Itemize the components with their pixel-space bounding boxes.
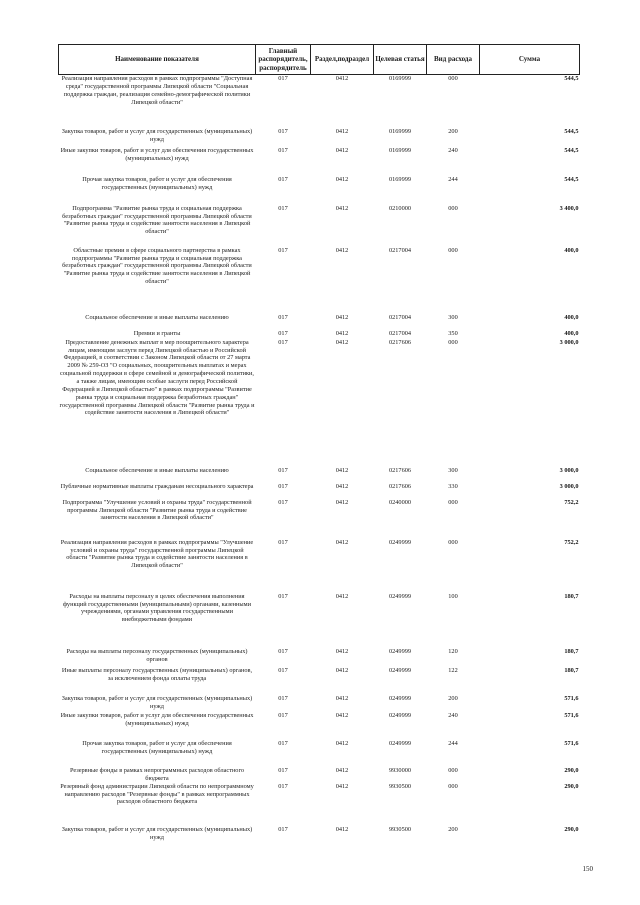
cell-sum: 180,7 — [564, 647, 579, 655]
cell-target: 0169999 — [388, 127, 412, 135]
cell-name: Реализация направления расходов в рамках подпрограммы "Улучшение условий и охраны труда" государственной программы Липецкой области "Развитие рынка труда и содействие занятости населения в Липецкой области" — [60, 538, 254, 570]
cell-name: Подпрограмма "Развитие рынка труда и социальная поддержка безработных граждан" государственной программы Липецкой области "Развитие рынка труда и содействие занятости населения в Липецкой области" — [62, 204, 252, 236]
cell-admin: 017 — [278, 146, 288, 154]
cell-target: 0169999 — [388, 75, 412, 83]
cell-expense: 000 — [448, 538, 458, 546]
cell-expense: 300 — [448, 466, 458, 474]
cell-expense: 200 — [448, 694, 458, 702]
cell-target: 0249999 — [388, 592, 412, 600]
cell-admin: 017 — [278, 666, 288, 674]
cell-expense: 122 — [448, 666, 458, 674]
cell-sum: 752,2 — [564, 498, 579, 506]
cell-name: Областные премии в сфере социального партнерства в рамках подпрограммы "Развитие рынка труда и социальная поддержка безработных граждан" государственной программы Липецкой области "Развитие рынка труда и содействие занятости населения в Липецкой области" — [62, 246, 252, 286]
cell-target: 0217004 — [388, 246, 412, 254]
cell-section: 0412 — [335, 782, 349, 790]
table-row — [59, 147, 580, 176]
cell-name: Закупка товаров, работ и услуг для государственных (муниципальных) нужд — [61, 694, 253, 710]
cell-name: Закупка товаров, работ и услуг для государственных (муниципальных) нужд — [61, 825, 253, 841]
cell-name: Прочая закупка товаров, работ и услуг для обеспечения государственных (муниципальных) нужд — [82, 739, 232, 755]
table-header — [59, 45, 580, 75]
table-row — [59, 667, 580, 695]
cell-section: 0412 — [335, 466, 349, 474]
cell-name: Подпрограмма "Улучшение условий и охраны труда" государственной программы Липецкой области "Развитие рынка труда и содействие занятости населения в Липецкой области" — [62, 498, 252, 522]
cell-target: 0249999 — [388, 647, 412, 655]
cell-target: 9930500 — [388, 825, 412, 833]
cell-sum: 400,0 — [564, 329, 579, 337]
cell-section: 0412 — [335, 739, 349, 747]
cell-name: Иные выплаты персоналу государственных (муниципальных) органов, за исключением фонда оплаты труда — [61, 666, 253, 682]
table-body — [59, 75, 580, 848]
table-row — [59, 247, 580, 314]
cell-expense: 240 — [448, 146, 458, 154]
cell-section: 0412 — [335, 175, 349, 183]
table-row — [59, 695, 580, 712]
cell-name: Иные закупки товаров, работ и услуг для обеспечения государственных (муниципальных) нужд — [60, 711, 254, 727]
cell-admin: 017 — [278, 329, 288, 337]
cell-admin: 017 — [278, 711, 288, 719]
cell-name: Закупка товаров, работ и услуг для государственных (муниципальных) нужд — [61, 127, 253, 143]
table-row — [59, 483, 580, 499]
cell-section: 0412 — [335, 538, 349, 546]
table-row — [59, 767, 580, 783]
cell-admin: 017 — [278, 825, 288, 833]
cell-target: 9930000 — [388, 766, 412, 774]
cell-target: 0249999 — [388, 694, 412, 702]
cell-admin: 017 — [278, 175, 288, 183]
cell-admin: 017 — [278, 694, 288, 702]
cell-sum: 544,5 — [564, 146, 579, 154]
cell-expense: 000 — [448, 75, 458, 83]
cell-expense: 000 — [448, 338, 458, 346]
cell-expense: 350 — [448, 329, 458, 337]
table-row — [59, 176, 580, 205]
cell-expense: 244 — [448, 175, 458, 183]
cell-admin: 017 — [278, 127, 288, 135]
header-target: Целевая статья — [374, 45, 427, 75]
table-row — [59, 539, 580, 593]
cell-sum: 544,5 — [564, 175, 579, 183]
cell-admin: 017 — [278, 313, 288, 321]
cell-admin: 017 — [278, 739, 288, 747]
cell-sum: 752,2 — [564, 538, 579, 546]
cell-target: 0169999 — [388, 146, 412, 154]
cell-sum: 571,6 — [564, 694, 579, 702]
table-row — [59, 593, 580, 648]
header-name: Наименование показателя — [59, 45, 256, 75]
cell-name: Иные закупки товаров, работ и услуг для обеспечения государственных (муниципальных) нужд — [60, 146, 254, 162]
cell-expense: 000 — [448, 498, 458, 506]
cell-target: 0217004 — [388, 313, 412, 321]
cell-expense: 000 — [448, 246, 458, 254]
table-row — [59, 467, 580, 483]
cell-expense: 000 — [448, 204, 458, 212]
cell-target: 0240000 — [388, 498, 412, 506]
cell-section: 0412 — [335, 592, 349, 600]
cell-section: 0412 — [335, 246, 349, 254]
cell-target: 0249999 — [388, 711, 412, 719]
cell-name: Публичные нормативные выплаты гражданам несоциального характера — [60, 482, 254, 490]
cell-admin: 017 — [278, 647, 288, 655]
cell-admin: 017 — [278, 766, 288, 774]
cell-name: Резервные фонды в рамках непрограммных расходов областного бюджета — [69, 766, 245, 782]
cell-section: 0412 — [335, 313, 349, 321]
cell-target: 0217606 — [388, 466, 412, 474]
cell-sum: 3 000,0 — [559, 482, 579, 490]
cell-sum: 180,7 — [564, 592, 579, 600]
cell-admin: 017 — [278, 204, 288, 212]
table-row — [59, 648, 580, 667]
cell-section: 0412 — [335, 204, 349, 212]
cell-section: 0412 — [335, 825, 349, 833]
cell-sum: 290,0 — [564, 766, 579, 774]
cell-admin: 017 — [278, 482, 288, 490]
cell-admin: 017 — [278, 246, 288, 254]
cell-target: 0249999 — [388, 538, 412, 546]
cell-sum: 400,0 — [564, 313, 579, 321]
table-row — [59, 128, 580, 147]
cell-expense: 100 — [448, 592, 458, 600]
cell-expense: 330 — [448, 482, 458, 490]
header-expense: Вид расхода — [427, 45, 480, 75]
header-section: Раздел,подраздел — [311, 45, 374, 75]
cell-admin: 017 — [278, 338, 288, 346]
cell-expense: 200 — [448, 127, 458, 135]
cell-sum: 3 000,0 — [559, 338, 579, 346]
cell-admin: 017 — [278, 782, 288, 790]
cell-section: 0412 — [335, 694, 349, 702]
cell-target: 0210000 — [388, 204, 412, 212]
cell-expense: 240 — [448, 711, 458, 719]
cell-section: 0412 — [335, 146, 349, 154]
table-row — [59, 330, 580, 339]
cell-target: 0249999 — [388, 739, 412, 747]
cell-expense: 000 — [448, 782, 458, 790]
cell-admin: 017 — [278, 75, 288, 83]
cell-section: 0412 — [335, 498, 349, 506]
cell-sum: 571,6 — [564, 739, 579, 747]
cell-expense: 244 — [448, 739, 458, 747]
cell-section: 0412 — [335, 482, 349, 490]
cell-target: 0217606 — [388, 482, 412, 490]
cell-section: 0412 — [335, 666, 349, 674]
header-admin: Главный распорядитель, распорядитель — [256, 45, 311, 75]
cell-section: 0412 — [335, 329, 349, 337]
table-row — [59, 205, 580, 247]
table-row — [59, 826, 580, 848]
cell-sum: 400,0 — [564, 246, 579, 254]
cell-name: Прочая закупка товаров, работ и услуг для обеспечения государственных (муниципальных) нужд — [82, 175, 232, 191]
cell-sum: 544,5 — [564, 127, 579, 135]
page-number: 150 — [582, 865, 593, 873]
cell-sum: 544,5 — [564, 75, 579, 83]
table-row — [59, 75, 580, 128]
table-row — [59, 740, 580, 767]
cell-expense: 000 — [448, 766, 458, 774]
cell-name: Социальное обеспечение и иные выплаты населению — [85, 466, 229, 474]
table-row — [59, 499, 580, 539]
cell-sum: 180,7 — [564, 666, 579, 674]
header-sum: Сумма — [480, 45, 580, 75]
cell-name: Расходы на выплаты персоналу государственных (муниципальных) органов — [66, 647, 248, 663]
cell-section: 0412 — [335, 711, 349, 719]
cell-name: Расходы на выплаты персоналу в целях обеспечения выполнения функций государственными (муниципальными) органами, казенными учреждениями, органами управления государственными внебюджетными фондами — [63, 592, 251, 624]
table-row — [59, 712, 580, 740]
cell-sum: 290,0 — [564, 782, 579, 790]
cell-section: 0412 — [335, 647, 349, 655]
cell-admin: 017 — [278, 538, 288, 546]
cell-name: Социальное обеспечение и иные выплаты населению — [85, 313, 229, 321]
cell-section: 0412 — [335, 338, 349, 346]
cell-section: 0412 — [335, 75, 349, 83]
cell-sum: 290,0 — [564, 825, 579, 833]
budget-table — [58, 44, 580, 848]
cell-target: 9930500 — [388, 782, 412, 790]
cell-expense: 120 — [448, 647, 458, 655]
table-row — [59, 314, 580, 330]
cell-target: 0217004 — [388, 329, 412, 337]
cell-name: Премии и гранты — [133, 329, 181, 337]
cell-expense: 200 — [448, 825, 458, 833]
cell-section: 0412 — [335, 127, 349, 135]
cell-expense: 300 — [448, 313, 458, 321]
cell-target: 0169999 — [388, 175, 412, 183]
cell-admin: 017 — [278, 592, 288, 600]
table-row — [59, 783, 580, 826]
cell-sum: 3 000,0 — [559, 466, 579, 474]
cell-sum: 571,6 — [564, 711, 579, 719]
cell-target: 0249999 — [388, 666, 412, 674]
cell-section: 0412 — [335, 766, 349, 774]
cell-name: Предоставление денежных выплат в мер поощрительного характера лицам, имеющим заслуги перед Липецкой областью и Российской Федерацией, в соответствии с Законом Липецкой области от 27 марта 2009 № 259-ОЗ "О социальных, поощрительных выплатах и мерах социальной поддержки в сфере семейной и демографической политики, а также лицам, имеющим особые заслуги перед Российской Федерацией и Липецкой областью" в рамках подпрограммы "Развитие рынка труда и социальная поддержка безработных граждан" государственной программы Липецкой области "Развитие рынка труда и содействие занятости населения в Липецкой области" — [59, 338, 255, 417]
table-row — [59, 339, 580, 467]
cell-sum: 3 400,0 — [559, 204, 579, 212]
cell-admin: 017 — [278, 466, 288, 474]
cell-name: Резервный фонд администрации Липецкой области по непрограммному направлению расходов "Резервные фонды" в рамках непрограммных расходов областного бюджета — [60, 782, 254, 806]
cell-name: Реализация направления расходов в рамках подпрограммы "Доступная среда" государственной программы Липецкой области "Социальная поддержка граждан, реализация семейно-демографической политики Липецкой области" — [61, 75, 253, 106]
cell-admin: 017 — [278, 498, 288, 506]
cell-target: 0217606 — [388, 338, 412, 346]
